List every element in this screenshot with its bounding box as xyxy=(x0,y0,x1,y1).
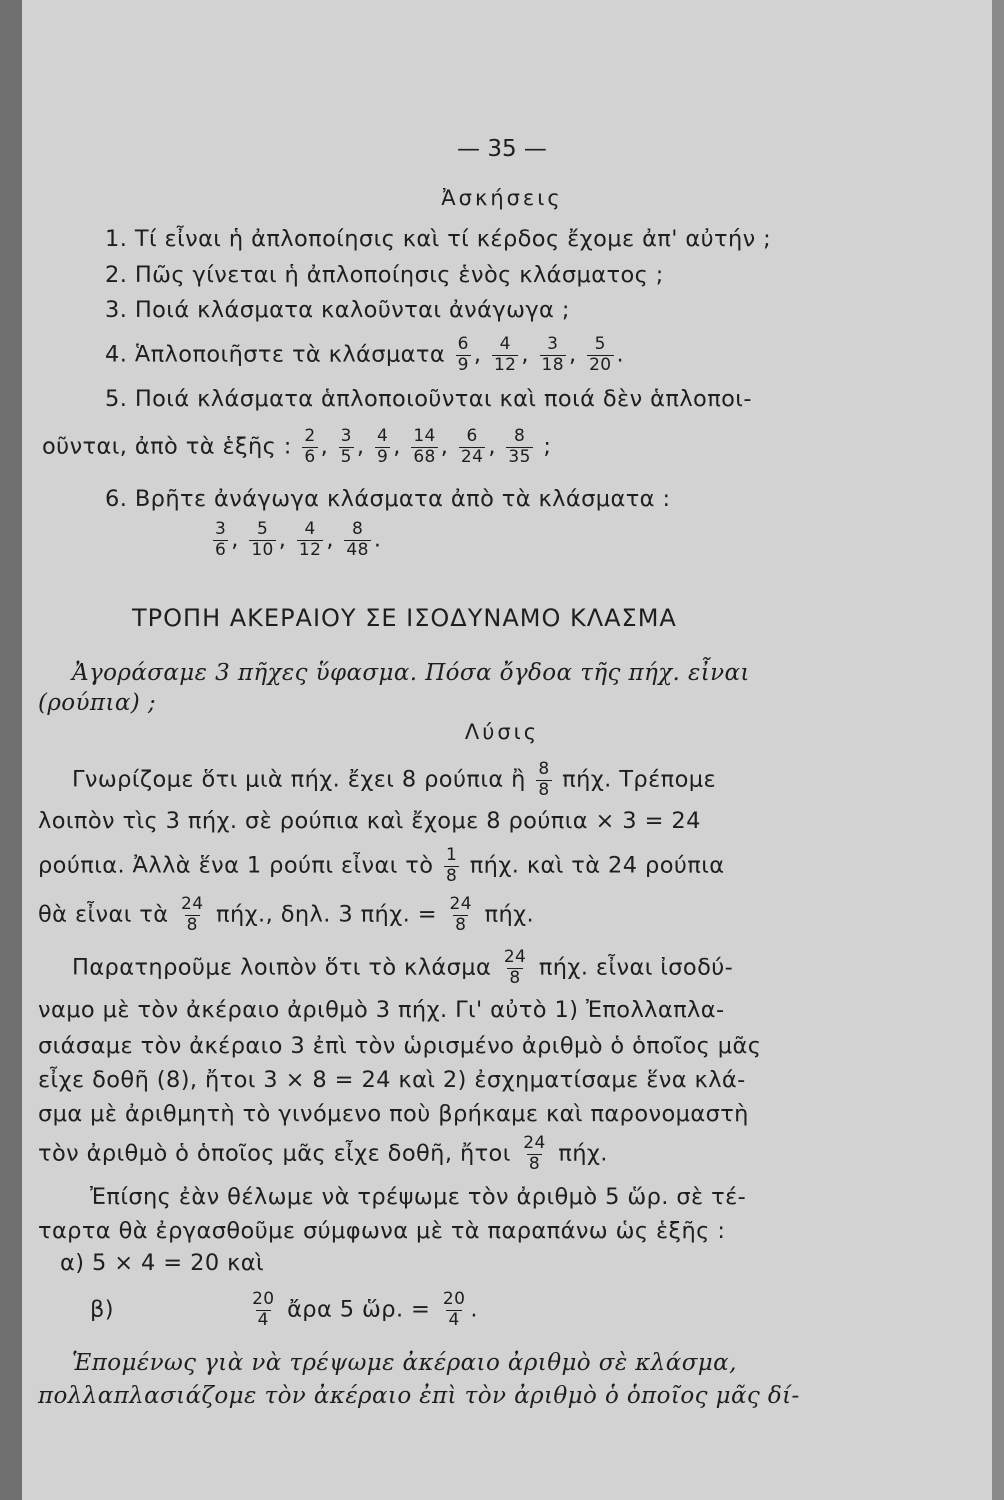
solution-line xyxy=(38,895,534,935)
exercise-6: 6. Βρῆτε ἀνάγωγα κλάσματα ἀπὸ τὰ κλάσματα : xyxy=(105,486,671,512)
fraction: $\frac{24}{8}$ xyxy=(503,947,527,988)
exercise-6-fractions: $\frac{3}{6}$ , $\frac{5}{10}$ , $\frac{4}{12}$ , $\frac{8}{48}$ . xyxy=(215,519,382,560)
fraction: $\frac{20}{4}$ xyxy=(252,1289,275,1330)
solution-text: ἄρα 5 ὥρ. = xyxy=(287,1296,431,1323)
conclusion-line2: πολλαπλασιάζομε τὸν ἀκέραιο ἐπὶ τὸν ἀριθμὸ ὁ ὁποῖος μᾶς δί- xyxy=(38,1383,800,1409)
fraction: $\frac{4}{12}$ xyxy=(298,519,322,560)
solution-line xyxy=(38,846,724,886)
solution-line xyxy=(38,1134,608,1174)
fraction: $\frac{8}{48}$ xyxy=(346,519,369,560)
solution-text: ρούπια. Ἀλλὰ ἕνα 1 ρούπι εἶναι τὸ xyxy=(38,852,434,879)
problem-line2: (ρούπια) ; xyxy=(38,690,157,716)
fraction: $\frac{4}{12}$ xyxy=(493,334,517,375)
exercise-4: 4. Ἁπλοποιῆστε τὰ κλάσματα $\frac{6}{9}$ , $\frac{4}{12}$ , $\frac{3}{18}$ , $\frac{5}{20}$ . xyxy=(105,334,625,375)
solution-line xyxy=(90,1290,478,1330)
solution-line: ναμο μὲ τὸν ἀκέραιο ἀριθμὸ 3 πήχ. Γι' αὐτὸ 1) Ἐπολλαπλα- xyxy=(38,997,725,1023)
solution-text: πήχ. xyxy=(484,901,535,928)
fraction: $\frac{6}{24}$ xyxy=(460,426,484,467)
exercise-5-text: οῦνται, ἀπὸ τὰ ἑξῆς : xyxy=(42,433,292,460)
fraction: $\frac{3}{6}$ xyxy=(215,519,227,560)
fraction: $\frac{24}{8}$ xyxy=(449,894,472,935)
solution-text: πήχ. xyxy=(558,1140,608,1167)
exercises-heading: Ἀσκήσεις xyxy=(441,186,563,210)
solution-line: ταρτα θὰ ἐργασθοῦμε σύμφωνα μὲ τὰ παραπάνω ὡς ἑξῆς : xyxy=(38,1218,726,1244)
solution-text: Γνωρίζομε ὅτι μιὰ πήχ. ἔχει 8 ρούπια ἢ xyxy=(72,766,526,793)
solution-line xyxy=(72,948,733,988)
conclusion-line1: Ἑπομένως γιὰ νὰ τρέψωμε ἀκέραιο ἀριθμὸ σὲ κλάσμα, xyxy=(72,1350,737,1376)
solution-text: β) xyxy=(90,1296,114,1323)
fraction: $\frac{1}{8}$ xyxy=(445,845,458,886)
solution-line xyxy=(72,760,716,800)
fraction: $\frac{14}{68}$ xyxy=(413,426,436,467)
book-binding xyxy=(0,0,22,1500)
problem-line1: Ἀγοράσαμε 3 πῆχες ὕφασμα. Πόσα ὄγδοα τῆς πήχ. εἶναι xyxy=(72,660,750,686)
fraction: $\frac{3}{18}$ xyxy=(541,334,564,375)
exercise-3: 3. Ποιά κλάσματα καλοῦνται ἀνάγωγα ; xyxy=(105,297,570,323)
solution-text: . xyxy=(470,1296,478,1323)
solution-text: πήχ. εἶναι ἰσοδύ- xyxy=(538,954,734,981)
solution-line: σμα μὲ ἀριθμητὴ τὸ γινόμενο ποὺ βρήκαμε καὶ παρονομαστὴ xyxy=(38,1101,749,1127)
exercise-1: 1. Τί εἶναι ἡ ἀπλοποίησις καὶ τί κέρδος ἔχομε ἀπ' αὐτήν ; xyxy=(105,226,772,252)
section-title: ΤΡΟΠΗ ΑΚΕΡΑΙΟΥ ΣΕ ΙΣΟΔΥΝΑΜΟ ΚΛΑΣΜΑ xyxy=(132,604,677,632)
solution-line: λοιπὸν τὶς 3 πήχ. σὲ ρούπια καὶ ἔχομε 8 ρούπια × 3 = 24 xyxy=(38,808,701,834)
exercise-4-text: 4. Ἁπλοποιῆστε τὰ κλάσματα xyxy=(105,341,446,368)
solution-text: τὸν ἀριθμὸ ὁ ὁποῖος μᾶς εἶχε δοθῆ, ἤτοι xyxy=(38,1140,511,1167)
solution-text: πήχ. καὶ τὰ 24 ρούπια xyxy=(469,852,725,879)
solution-line: σιάσαμε τὸν ἀκέραιο 3 ἐπὶ τὸν ὡρισμένο ἀριθμὸ ὁ ὁποῖος μᾶς xyxy=(38,1033,762,1059)
solution-heading: Λύσις xyxy=(464,720,540,744)
exercise-5-line2: οῦνται, ἀπὸ τὰ ἑξῆς : $\frac{2}{6}$ , $\frac{3}{5}$ , $\frac{4}{9}$ , $\frac{14}{68}$ , $\frac{6}{24}$ , $\frac{8}{35}$ ; xyxy=(42,426,552,467)
fraction: $\frac{5}{10}$ xyxy=(251,519,274,560)
page-number: — 35 — xyxy=(457,136,547,162)
solution-text: Παρατηροῦμε λοιπὸν ὅτι τὸ κλάσμα xyxy=(72,954,492,981)
fraction: $\frac{8}{8}$ xyxy=(538,759,550,800)
exercise-5-line1: 5. Ποιά κλάσματα ἁπλοποιοῦνται καὶ ποιά δὲν ἁπλοποι- xyxy=(105,386,752,412)
fraction: $\frac{24}{8}$ xyxy=(523,1133,546,1174)
fraction: $\frac{8}{35}$ xyxy=(508,426,531,467)
fraction: $\frac{20}{4}$ xyxy=(442,1289,466,1330)
fraction: $\frac{5}{20}$ xyxy=(589,334,612,375)
fraction: $\frac{3}{5}$ xyxy=(340,426,352,467)
solution-text: πήχ., δηλ. 3 πήχ. = xyxy=(216,901,437,928)
solution-line: α) 5 × 4 = 20 καὶ xyxy=(60,1250,264,1276)
fraction: $\frac{24}{8}$ xyxy=(181,894,204,935)
solution-text: θὰ εἶναι τὰ xyxy=(38,901,169,928)
fraction: $\frac{2}{6}$ xyxy=(304,426,316,467)
fraction: $\frac{4}{9}$ xyxy=(377,426,389,467)
fraction: $\frac{6}{9}$ xyxy=(457,334,469,375)
exercise-2: 2. Πῶς γίνεται ἡ ἀπλοποίησις ἑνὸς κλάσματος ; xyxy=(105,262,664,288)
solution-line: Ἐπίσης ἐὰν θέλωμε νὰ τρέψωμε τὸν ἀριθμὸ 5 ὥρ. σὲ τέ- xyxy=(90,1184,747,1210)
solution-line: εἶχε δοθῆ (8), ἤτοι 3 × 8 = 24 καὶ 2) ἐσχηματίσαμε ἕνα κλά- xyxy=(38,1067,746,1093)
exercise-5-end: ; xyxy=(543,433,552,460)
solution-text: πήχ. Τρέπομε xyxy=(562,766,717,793)
